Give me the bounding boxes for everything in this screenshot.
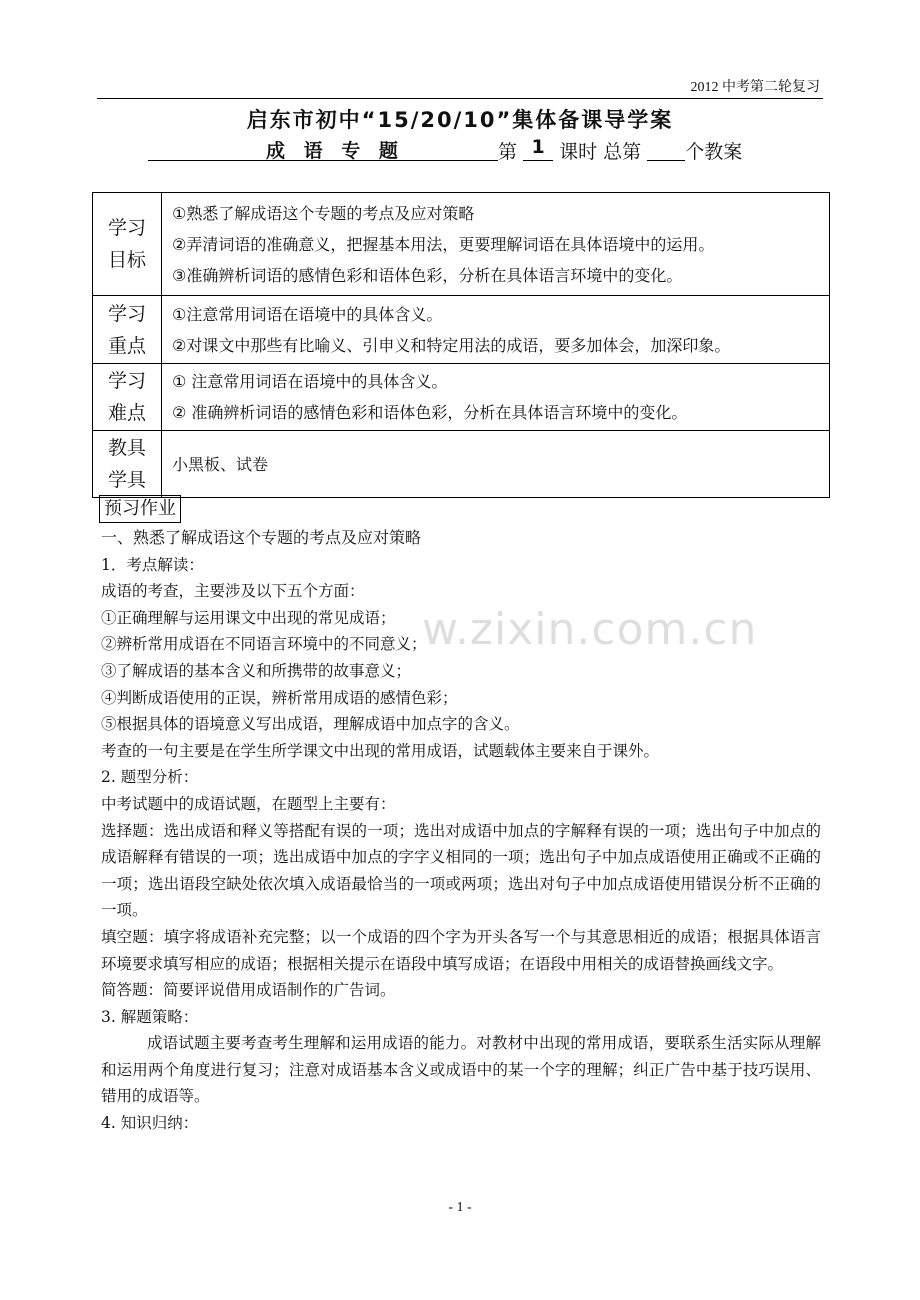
header-note: 2012 中考第二轮复习 [690,80,820,95]
row-label [93,431,162,498]
paragraph: 中考试题中的成语试题，在题型上主要有： [101,794,396,813]
watermark: w.zixin.com.cn [422,604,758,655]
row-label [93,296,162,364]
label-line: 学习 [107,217,146,239]
label-line: 教具 [107,437,146,459]
header-rule [97,98,823,99]
list-item: ①正确理解与运用课文中出现的常见成语； [101,608,396,627]
paragraph: 考查的一句主要是在学生所学课文中出现的常用成语，试题载体主要来自于课外。 [101,741,660,760]
paragraph: 成语试题主要考查考生理解和运用成语的能力。对教材中出现的常用成语，要联系生活实际从理解和运用两个角度进行复习；注意对成语基本含义或成语中的某一个字的理解；纠正广告中基于技巧误用、错用的成语等。 [101,1034,821,1106]
lesson-info-table [92,192,830,498]
list-item: ②辨析常用成语在不同语言环境中的不同意义； [101,635,427,654]
paragraph: 填空题：填字将成语补充完整；以一个成语的四个字为开头各写一个与其意思相近的成语；根据具体语言环境要求填写相应的成语；根据相关提示在语段中填写成语；在语段中用相关的成语替换画线文字。 [101,927,821,973]
paragraph: 选择题：选出成语和释义等搭配有误的一项；选出对成语中加点的字解释有误的一项；选出句子中加点的成语解释有错误的一项；选出成语中加点的字字义相同的一项；选出句子中加点成语使用正确或不正确的一项；选出语段空缺处依次填入成语最恰当的一项或两项；选出对句子中加点成语使用错误分析不正确的一项。 [101,821,821,920]
lesson-prefix: 第 [498,141,518,163]
content-line: ①注意常用词语在语境中的具体含义。 [172,304,443,324]
label-line: 目标 [107,249,146,271]
content-line: ② 准确辨析词语的感情色彩和语体色彩，分析在具体语言环境中的变化。 [172,403,688,422]
total-blank [647,136,685,161]
row-label [93,193,162,296]
lesson-number: 1 [523,136,553,161]
list-item: ⑤根据具体的语境意义写出成语，理解成语中加点字的含义。 [101,715,520,734]
paragraph: 简答题：简要评说借用成语制作的广告词。 [101,981,396,1000]
row-content [162,364,830,431]
label-line: 学习 [107,302,146,325]
row-content [162,431,830,498]
page-number: - 1 - [448,1200,472,1215]
document-title: 启东市初中“15/20/10”集体备课导学案 [246,108,674,132]
content-line: ③准确辨析词语的感情色彩和语体色彩，分析在具体语言环境中的变化。 [172,265,683,285]
content-line: ②对课文中那些有比喻义、引申义和特定用法的成语，要多加体会，加深印象。 [172,335,731,355]
list-item: ③了解成语的基本含义和所携带的故事意义； [101,661,412,680]
label-line: 学习 [107,370,146,392]
preview-homework-heading: 预习作业 [99,495,181,523]
content-line: ① 注意常用词语在语境中的具体含义。 [172,372,448,391]
table-row-objectives [93,193,830,296]
content-line: ①熟悉了解成语这个专题的考点及应对策略 [172,203,475,223]
table-row-materials [93,431,830,498]
table-row-difficulties [93,364,830,431]
paragraph: 3. 解题策略： [101,1007,199,1026]
topic-field [148,136,498,161]
label-line: 学具 [107,469,146,491]
table-row-key-points [93,296,830,364]
paragraph: 成语的考查，主要涉及以下五个方面： [101,582,365,601]
subtitle-line [148,136,742,161]
paragraph: 4. 知识归纳： [101,1114,199,1133]
row-content [162,296,830,364]
lesson-suffix: 课时 总第 [559,141,642,163]
paragraph: 2. 题型分析： [101,768,199,787]
topic-text: 成 语 专 题 [266,140,404,162]
content-line: ②弄清词语的准确意义，把握基本用法，更要理解词语在具体语境中的运用。 [172,234,715,254]
row-label [93,364,162,431]
paragraph: 1．考点解读： [101,555,204,574]
content-line: 小黑板、试卷 [172,454,269,474]
list-item: ④判断成语使用的正误，辨析常用成语的感情色彩； [101,688,458,707]
section-heading: 一、熟悉了解成语这个专题的考点及应对策略 [101,528,422,547]
total-suffix: 个教案 [685,141,743,163]
row-content [162,193,830,296]
label-line: 难点 [107,402,146,424]
label-line: 重点 [107,334,146,357]
